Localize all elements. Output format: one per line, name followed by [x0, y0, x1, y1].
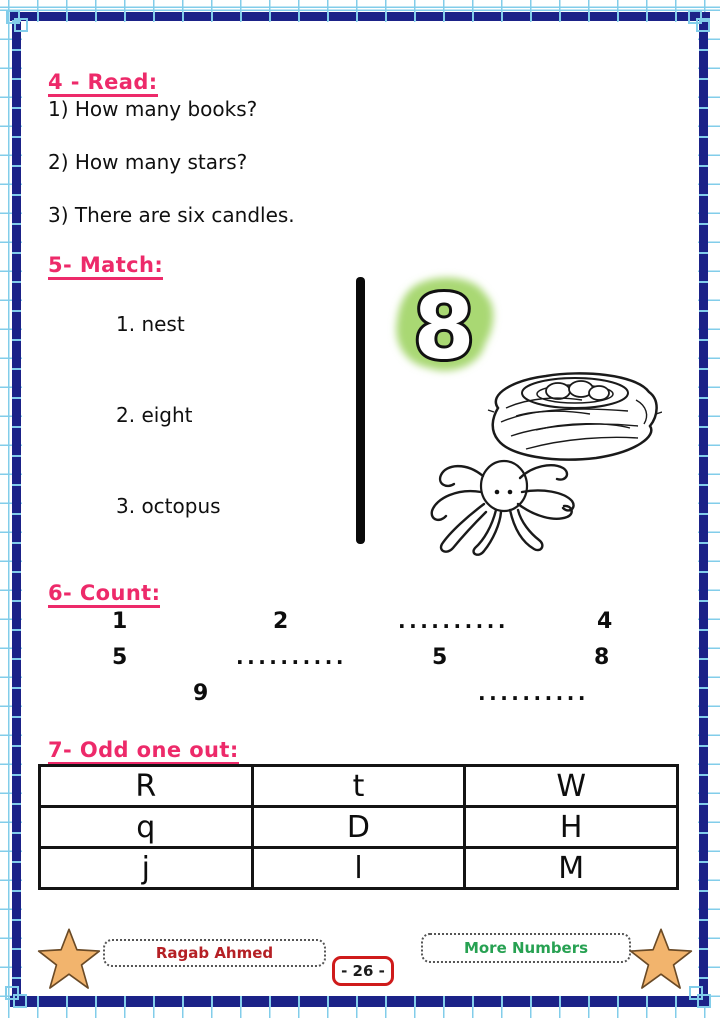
table-cell[interactable]: M: [465, 848, 678, 889]
table-cell[interactable]: D: [252, 807, 465, 848]
page-number-badge: - 26 -: [332, 956, 394, 986]
read-question-1: 1) How many books?: [48, 97, 258, 121]
section-heading-count: 6- Count:: [48, 582, 160, 608]
count-answer-blank[interactable]: ..........: [398, 609, 509, 633]
read-question-3: 3) There are six candles.: [48, 203, 295, 227]
table-cell[interactable]: j: [40, 848, 253, 889]
count-cell: 1: [112, 609, 128, 634]
odd-one-out-table: [38, 764, 679, 890]
section-heading-read: 4 - Read:: [48, 71, 158, 97]
match-item-octopus[interactable]: 3. octopus: [116, 494, 221, 518]
count-answer-blank[interactable]: ..........: [478, 681, 589, 705]
count-cell: 9: [193, 681, 209, 706]
read-question-2: 2) How many stars?: [48, 150, 248, 174]
section-heading-match: 5- Match:: [48, 254, 163, 280]
number-eight-image[interactable]: [388, 274, 500, 379]
table-cell[interactable]: q: [40, 807, 253, 848]
corner-ornament-top-right: [688, 10, 714, 36]
match-item-nest[interactable]: 1. nest: [116, 312, 185, 336]
count-cell: 4: [597, 609, 613, 634]
count-cell: 8: [594, 645, 610, 670]
table-cell[interactable]: W: [465, 766, 678, 807]
match-divider-line: [356, 277, 365, 544]
series-button: More Numbers: [421, 933, 631, 963]
count-cell: 5: [112, 645, 128, 670]
section-heading-odd-one-out: 7- Odd one out:: [48, 739, 239, 765]
star-icon: [36, 927, 102, 995]
author-button: Ragab Ahmed: [103, 939, 326, 967]
table-cell[interactable]: H: [465, 807, 678, 848]
corner-ornament-bottom-left: [5, 986, 31, 1012]
frame-bottom-border: [10, 996, 710, 1007]
table-row: [40, 848, 678, 889]
match-item-eight[interactable]: 2. eight: [116, 403, 193, 427]
count-cell: 2: [273, 609, 289, 634]
corner-ornament-top-left: [6, 10, 32, 36]
frame-top-border: [10, 12, 710, 21]
octopus-image[interactable]: [420, 454, 586, 570]
table-cell[interactable]: t: [252, 766, 465, 807]
frame-left-border: [12, 12, 21, 1006]
eight-digit: 8: [413, 276, 475, 379]
table-cell[interactable]: l: [252, 848, 465, 889]
frame-right-border: [699, 12, 708, 1006]
count-answer-blank[interactable]: ..........: [236, 645, 347, 669]
star-icon: [628, 927, 694, 995]
table-cell[interactable]: R: [40, 766, 253, 807]
bird-nest-image[interactable]: [486, 366, 662, 468]
table-row: [40, 766, 678, 807]
count-cell: 5: [432, 645, 448, 670]
table-row: [40, 807, 678, 848]
